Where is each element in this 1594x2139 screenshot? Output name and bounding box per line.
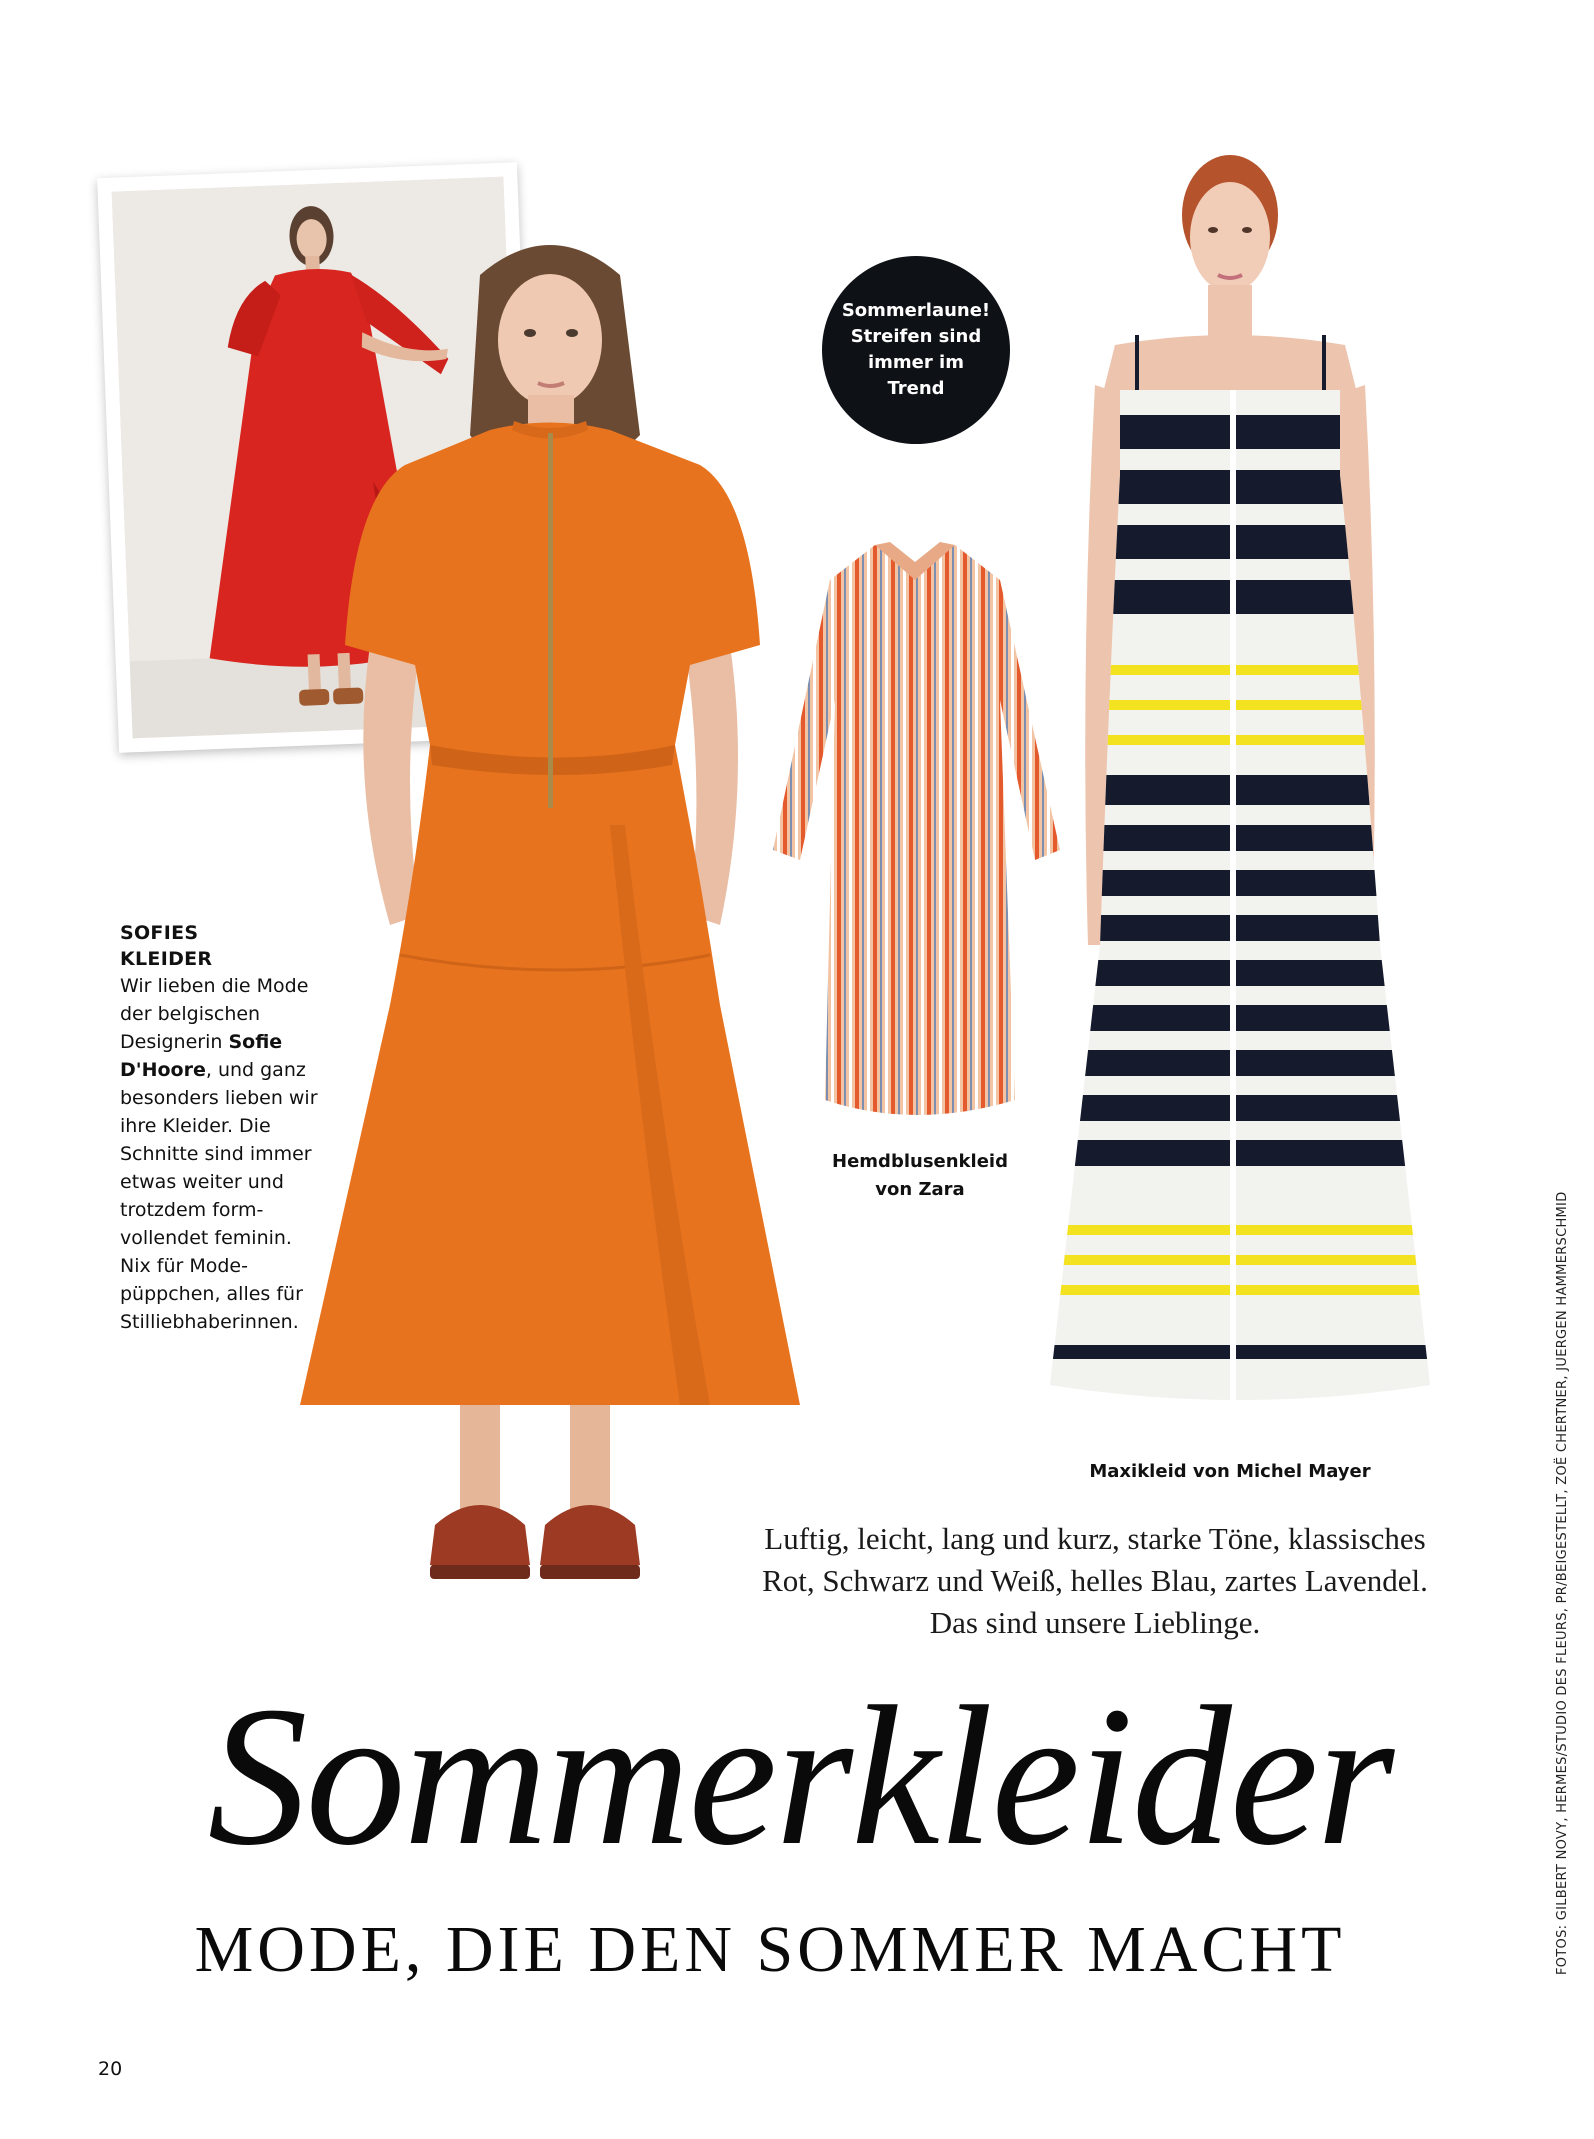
sidebar-heading-line2: KLEIDER (120, 948, 213, 970)
striped-shirtdress-photo (765, 540, 1065, 1140)
orange-dress-model-photo (280, 225, 840, 1425)
trend-badge (822, 256, 1010, 444)
page-number: 20 (98, 2058, 123, 2080)
designer-name: Sofie D'Hoore (120, 1031, 283, 1081)
sandals-illustration (420, 1405, 680, 1585)
sidebar-article (120, 920, 320, 1336)
page-subtitle: MODE, DIE DEN SOMMER MACHT (194, 1913, 1346, 1986)
sidebar-body: Wir lieben die Mode der belgischen Designerin Sofie D'Hoore, und ganz besonders lieben wir ihre Kleider. Die Schnitte sind immer etwas weiter und trotzdem formvollendet feminin. Nix für Modepüppchen, alles für Stilliebhaberinnen. (120, 975, 318, 1333)
caption-maxidress: Maxikleid von Michel Mayer (1089, 1461, 1371, 1482)
sidebar-heading (120, 920, 320, 972)
intro-text: Luftig, leicht, lang und kurz, starke Töne, klassisches Rot, Schwarz und Weiß, helles Blau, zartes Lavendel. Das sind unsere Lieblinge. (762, 1521, 1428, 1640)
page-title: Sommerkleider (207, 1666, 1393, 1887)
striped-maxidress-model-photo (1040, 145, 1430, 1445)
badge-text: Sommerlaune! Streifen sind immer im Trend (841, 300, 991, 399)
sidebar-heading-line1: SOFIES (120, 922, 199, 944)
caption-shirtdress: Hemdblusenkleid von Zara (832, 1151, 1008, 1200)
photo-credit: FOTOS: GILBERT NOVY, HERMES/STUDIO DES FLEURS, PR/BEIGESTELLT, ZOË CHERTNER, JUERGEN HAMMERSCHMID (1555, 1191, 1570, 1975)
